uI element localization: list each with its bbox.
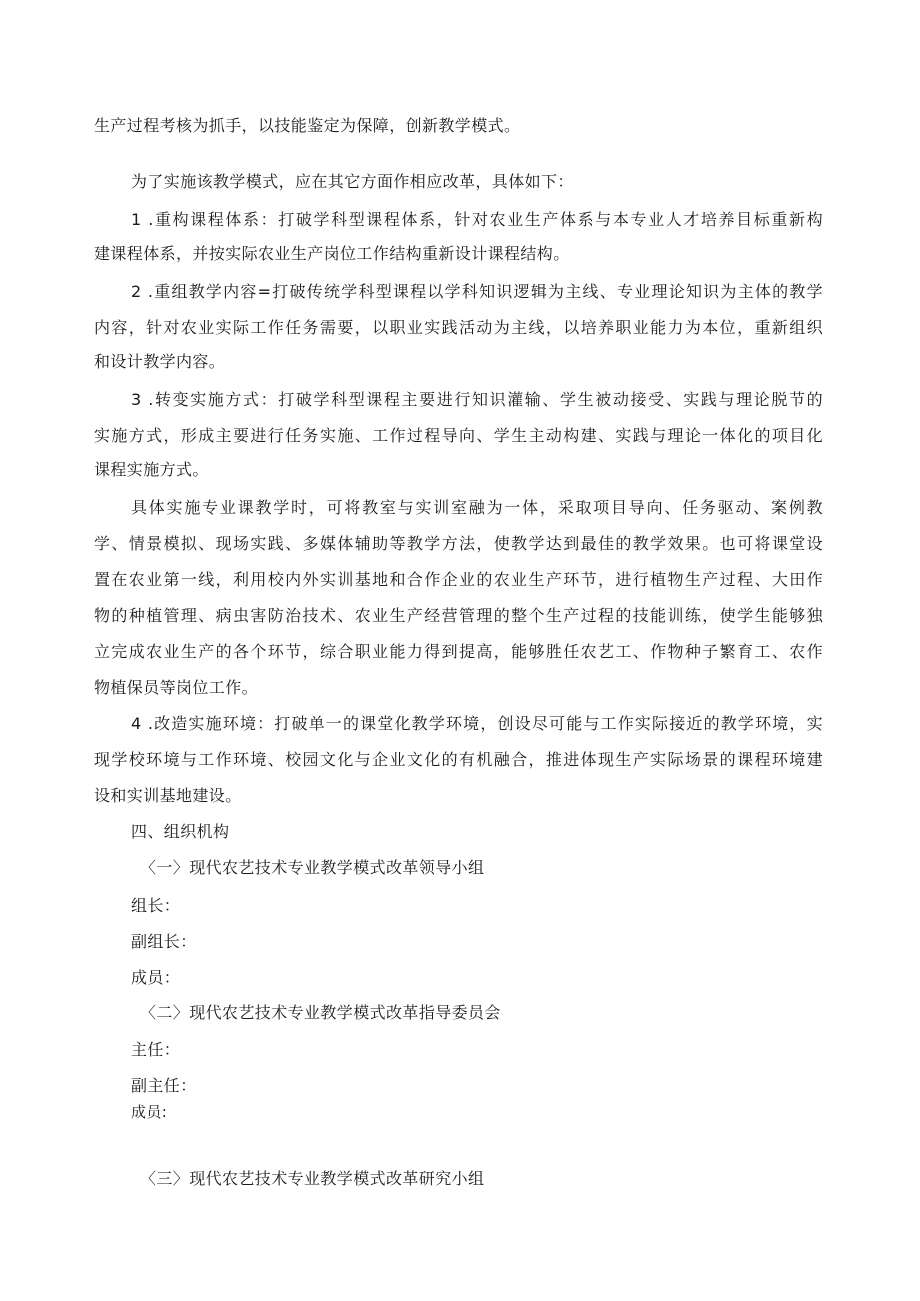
item3-line2: 实施方式，形成主要进行任务实施、工作过程导向、学生主动构建、实践与理论一体化的项目化 (94, 426, 823, 445)
item4-line1: 4 .改造实施环境：打破单一的课堂化教学环境，创设尽可能与工作实际接近的教学环境，实 (131, 714, 823, 733)
section4-heading: 四、组织机构 (131, 822, 230, 841)
practice-line6: 物植保员等岗位工作。 (94, 678, 259, 697)
practice-line2: 学、情景模拟、现场实践、多媒体辅助等教学方法，使教学达到最佳的教学效果。也可将课堂设 (94, 534, 823, 553)
intro-tail-line: 生产过程考核为抓手，以技能鉴定为保障，创新教学模式。 (94, 116, 521, 135)
practice-line4: 物的种植管理、病虫害防治技术、农业生产经营管理的整个生产过程的技能训练，使学生能够独 (94, 606, 823, 625)
practice-line3: 置在农业第一线，利用校内外实训基地和合作企业的农业生产环节，进行植物生产过程、大田作 (94, 570, 823, 589)
group2-director-label: 主任： (131, 1040, 181, 1059)
group2-deputy-label: 副主任： (131, 1076, 197, 1095)
item4-line3: 设和实训基地建设。 (94, 786, 242, 805)
item1-line2: 建课程体系，并按实际农业生产岗位工作结构重新设计课程结构。 (94, 244, 570, 263)
group2-members-label: 成员: (131, 1103, 168, 1121)
group1-title: 〈一〉现代农艺技术专业教学模式改革领导小组 (140, 858, 485, 877)
practice-line1: 具体实施专业课教学时，可将教室与实训室融为一体，采取项目导向、任务驱动、案例教 (131, 498, 823, 517)
group1-deputy-label: 副组长： (131, 932, 197, 951)
item2-line1: 2 .重组教学内容=打破传统学科型课程以学科知识逻辑为主线、专业理论知识为主体的教学 (131, 282, 823, 301)
item4-line2: 现学校环境与工作环境、校园文化与企业文化的有机融合，推进体现生产实际场景的课程环境建 (94, 750, 823, 769)
practice-line5: 立完成农业生产的各个环节，综合职业能力得到提高，能够胜任农艺工、作物种子繁育工、农作 (94, 642, 823, 661)
group2-title: 〈二〉现代农艺技术专业教学模式改革指导委员会 (140, 1003, 501, 1022)
group3-title: 〈三〉现代农艺技术专业教学模式改革研究小组 (140, 1169, 485, 1188)
item3-line1: 3 .转变实施方式：打破学科型课程主要进行知识灌输、学生被动接受、实践与理论脱节的 (131, 390, 823, 409)
group1-leader-label: 组长： (131, 896, 181, 915)
group1-members-label: 成员： (131, 968, 181, 987)
item3-line3: 课程实施方式。 (94, 460, 209, 479)
reform-intro-line: 为了实施该教学模式，应在其它方面作相应改革，具体如下： (131, 172, 574, 191)
item2-line3: 和设计教学内容。 (94, 352, 226, 371)
item2-line2: 内容，针对农业实际工作任务需要，以职业实践活动为主线，以培养职业能力为本位，重新组织 (94, 318, 823, 337)
item1-line1: 1 .重构课程体系：打破学科型课程体系，针对农业生产体系与本专业人才培养目标重新构 (131, 210, 823, 229)
